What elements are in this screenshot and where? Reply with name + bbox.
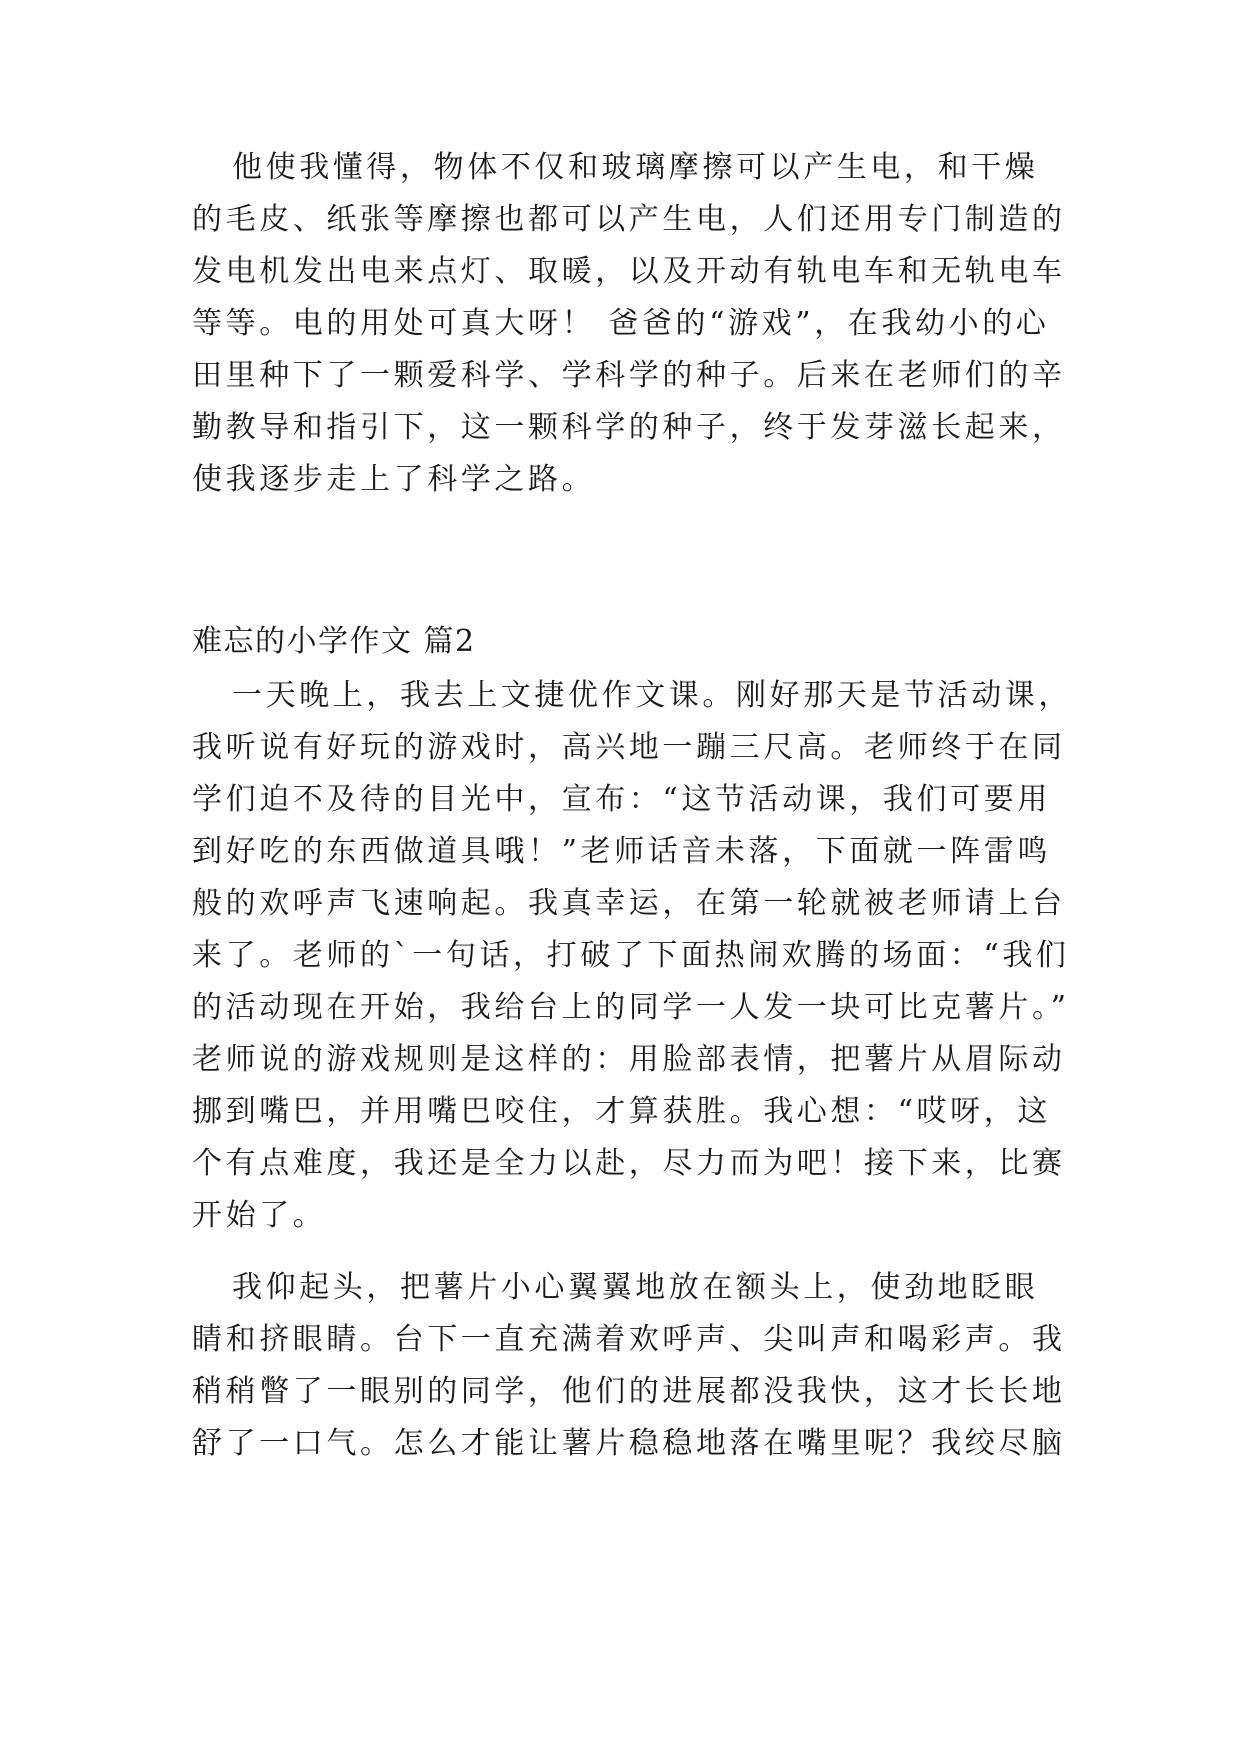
paragraph-line: 到好吃的东西做道具哦！”老师话音未落，下面就一阵雷鸣 [192,834,1051,869]
paragraph-line: 发电机发出电来点灯、取暖，以及开动有轨电车和无轨电车 [192,254,1066,289]
paragraph-line: 睛和挤眼睛。台下一直充满着欢呼声、尖叫声和喝彩声。我 [192,1322,1066,1357]
paragraph-line: 他使我懂得，物体不仅和玻璃摩擦可以产生电，和干燥 [232,150,1039,185]
paragraph-line: 稍稍瞥了一眼别的同学，他们的进展都没我快，这才长长地 [192,1374,1066,1409]
paragraph-line: 的活动现在开始，我给台上的同学一人发一块可比克薯片。” [192,990,1070,1025]
paragraph-line: 来了。老师的`一句话，打破了下面热闹欢腾的场面：“我们 [192,938,1070,973]
paragraph-line: 使我逐步走上了科学之路。 [192,462,596,497]
paragraph-line: 老师说的游戏规则是这样的：用脸部表情，把薯片从眉际动 [192,1042,1066,1077]
paragraph-line: 开始了。 [192,1198,327,1233]
section-heading: 难忘的小学作文 篇2 [192,624,476,659]
paragraph-line: 挪到嘴巴，并用嘴巴咬住，才算获胜。我心想：“哎呀，这 [192,1094,1051,1129]
paragraph-line: 等等。电的用处可真大呀！ 爸爸的“游戏”，在我幼小的心 [192,306,1050,341]
paragraph-line: 一天晚上，我去上文捷优作文课。刚好那天是节活动课， [232,678,1072,713]
paragraph-line: 田里种下了一颗爱科学、学科学的种子。后来在老师们的辛 [192,358,1066,393]
paragraph-line: 勤教导和指引下，这一颗科学的种子，终于发芽滋长起来， [192,410,1066,445]
paragraph-line: 舒了一口气。怎么才能让薯片稳稳地落在嘴里呢？我绞尽脑 [192,1426,1066,1461]
paragraph-line: 般的欢呼声飞速响起。我真幸运，在第一轮就被老师请上台 [192,886,1066,921]
paragraph-line: 个有点难度，我还是全力以赴，尽力而为吧！接下来，比赛 [192,1146,1066,1181]
paragraph-line: 我听说有好玩的游戏时，高兴地一蹦三尺高。老师终于在同 [192,730,1066,765]
paragraph-line: 学们迫不及待的目光中，宣布：“这节活动课，我们可要用 [192,782,1051,817]
paragraph-line: 的毛皮、纸张等摩擦也都可以产生电，人们还用专门制造的 [192,202,1066,237]
paragraph-line: 我仰起头，把薯片小心翼翼地放在额头上，使劲地眨眼 [232,1270,1039,1305]
